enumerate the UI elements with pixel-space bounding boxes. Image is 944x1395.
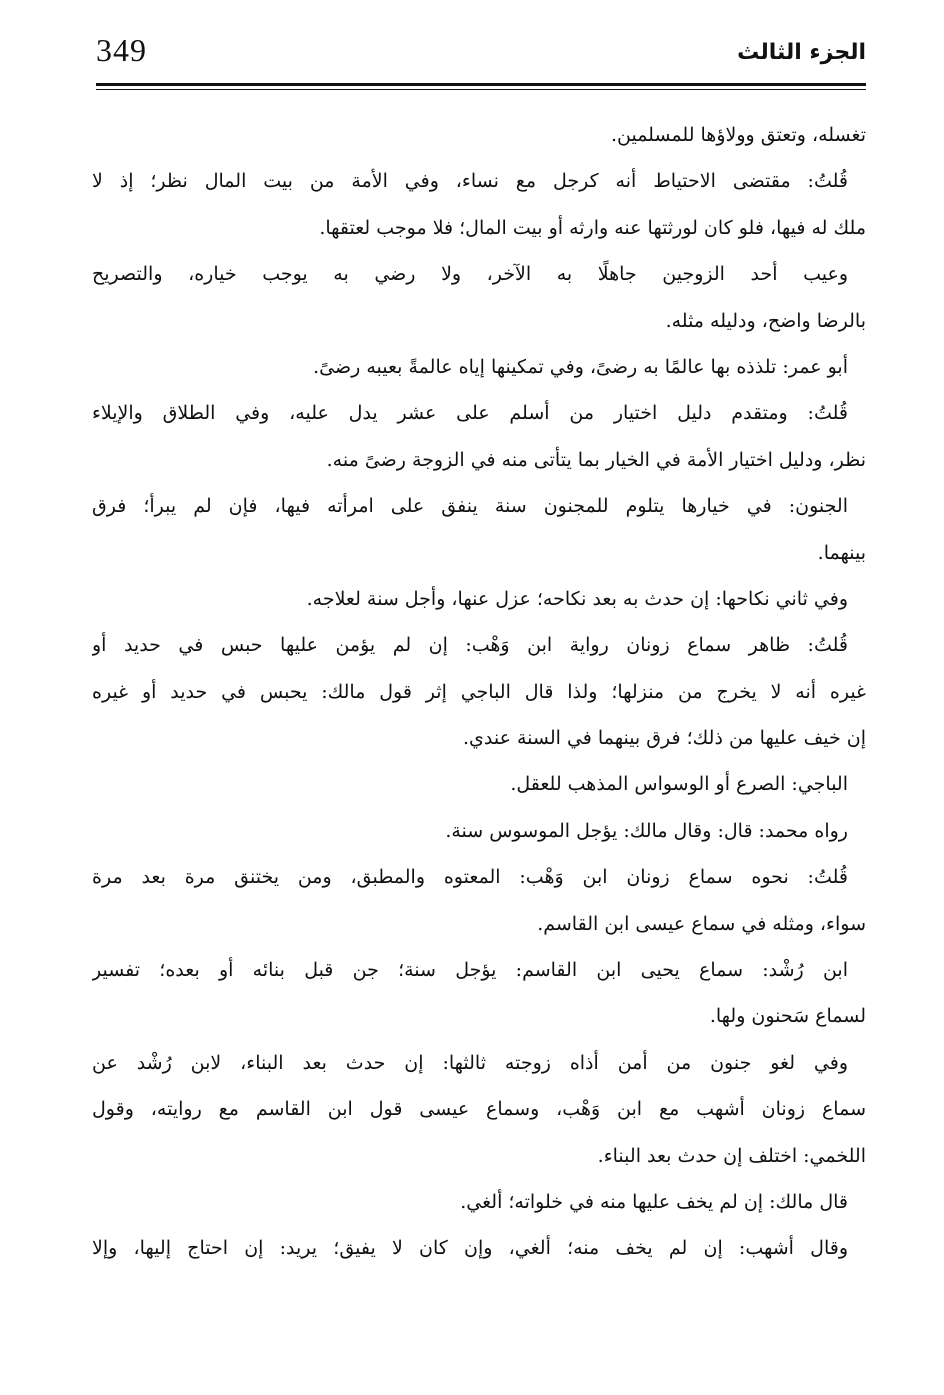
page-header	[96, 30, 866, 80]
text-line: ملك له فيها، فلو كان لورثتها عنه وارثه أو بيت المال؛ فلا موجب لعتقها.	[319, 216, 866, 239]
text-line: أبو عمر: تلذذه بها عالمًا به رضىً، وفي تمكينها إياه عالمةً بعيبه رضىً.	[313, 355, 848, 378]
text-line: وفي ثاني نكاحها: إن حدث به بعد نكاحه؛ عزل عنها، وأجل سنة لعلاجه.	[306, 587, 848, 610]
text-line: ابن رُشْد: سماع يحيى ابن القاسم: يؤجل سنة؛ جن قبل بنائه أو بعده؛ تفسير	[92, 959, 848, 982]
text-line: قُلتُ: نحوه سماع زونان ابن وَهْب: المعتوه والمطبق، ومن يختنق مرة بعد مرة	[92, 866, 848, 889]
text-line: وفي لغو جنون من أمن أذاه زوجته ثالثها: إن حدث بعد البناء، لابن رُشْد عن	[92, 1051, 848, 1074]
text-line: اللخمي: اختلف إن حدث بعد البناء.	[597, 1144, 866, 1167]
text-line: بالرضا واضح، ودليله مثله.	[665, 309, 866, 332]
text-line: إن خيف عليها من ذلك؛ فرق بينهما في السنة عندي.	[463, 727, 866, 750]
header-rule-thin	[96, 89, 866, 90]
text-line: لسماع سَحنون ولها.	[709, 1005, 866, 1028]
body-text	[92, 112, 866, 1272]
text-line: نظر، ودليل اختيار الأمة في الخيار بما يتأتى منه في الزوجة رضىً منه.	[326, 448, 866, 471]
text-line: بينهما.	[817, 541, 866, 564]
running-title: الجزء الثالث	[737, 40, 866, 65]
text-line: سواء، ومثله في سماع عيسى ابن القاسم.	[537, 912, 866, 935]
text-line: الجنون: في خيارها يتلوم للمجنون سنة ينفق على امرأته فيها، فإن لم يبرأ؛ فرق	[92, 495, 848, 518]
text-line: الباجي: الصرع أو الوسواس المذهب للعقل.	[510, 773, 848, 796]
text-line: سماع زونان أشهب مع ابن وَهْب، وسماع عيسى قول ابن القاسم مع روايته، وقول	[92, 1098, 866, 1121]
text-line: قُلتُ: مقتضى الاحتياط أنه كرجل مع نساء، وفي الأمة من بيت المال نظر؛ إذ لا	[92, 170, 848, 193]
text-line: قُلتُ: ومتقدم دليل اختيار من أسلم على عشر يدل عليه، وفي الطلاق والإيلاء	[92, 402, 848, 425]
text-line: وقال أشهب: إن لم يخف منه؛ ألغي، وإن كان لا يفيق؛ يريد: إن احتاج إليها، وإلا	[92, 1237, 848, 1260]
text-line: قُلتُ: ظاهر سماع زونان رواية ابن وَهْب: إن لم يؤمن عليها حبس في حديد أو	[92, 634, 848, 657]
text-line: وعيب أحد الزوجين جاهلًا به الآخر، ولا رضي به يوجب خياره، والتصريح	[92, 263, 848, 286]
header-rule	[96, 83, 866, 86]
page-number: 349	[96, 32, 147, 68]
text-line: قال مالك: إن لم يخف عليها منه في خلواته؛ ألغي.	[460, 1190, 848, 1213]
text-line: رواه محمد: قال: وقال مالك: يؤجل الموسوس سنة.	[445, 819, 848, 842]
text-line: تغسله، وتعتق وولاؤها للمسلمين.	[610, 124, 866, 146]
text-line: غيره أنه لا يخرج من منزلها؛ ولذا قال الباجي إثر قول مالك: يحبس في حديد أو غيره	[92, 680, 866, 703]
